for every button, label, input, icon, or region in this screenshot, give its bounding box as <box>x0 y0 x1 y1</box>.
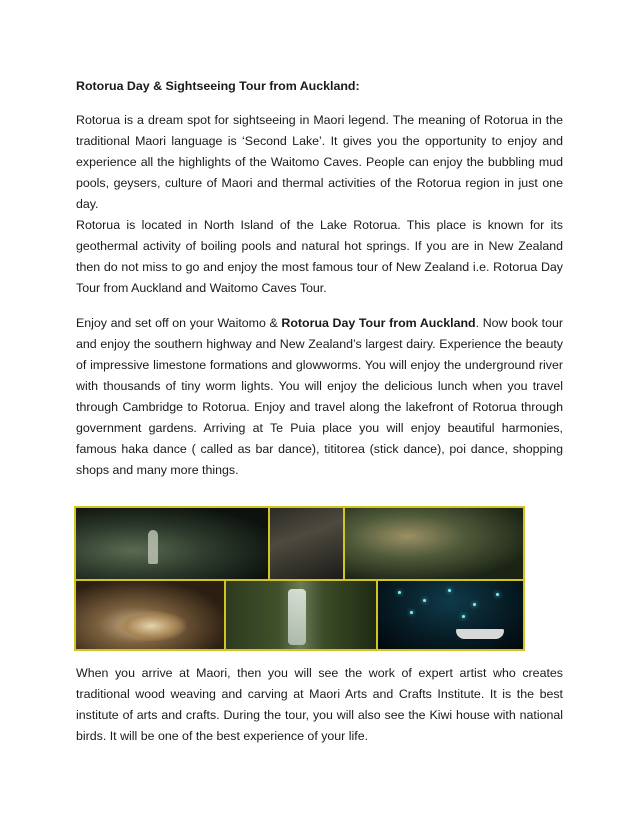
limestone-tunnel-photo <box>76 581 224 649</box>
photo-collage <box>74 506 525 651</box>
rock-crevice-photo <box>270 508 343 579</box>
tour-name-bold: Rotorua Day Tour from Auckland <box>281 316 476 330</box>
tour-text-before: Enjoy and set off on your Waitomo & <box>76 316 282 330</box>
glowworm-light <box>410 611 413 614</box>
glowworm-light <box>448 589 451 592</box>
waterfall-stream <box>288 589 306 645</box>
boat-shape <box>456 629 504 639</box>
forest-cave-photo <box>345 508 523 579</box>
glowworm-light <box>496 593 499 596</box>
cave-explorer-photo <box>76 508 268 579</box>
tunnel-light <box>116 611 186 641</box>
glowworm-light <box>462 615 465 618</box>
explorer-figure <box>148 530 158 564</box>
paragraph-tour <box>76 313 563 481</box>
paragraph-intro: Rotorua is a dream spot for sightseeing in Maori legend. The meaning of Rotorua in the traditional Maori language is ‘Second Lake’. It gives you the opportunity to enjoy and experience all the highlights of the Waitomo Caves. People can enjoy the bubbling mud pools, geysers, culture of Maori and thermal activities of the Rotorua region in just one day. <box>76 113 563 211</box>
glowworm-light <box>398 591 401 594</box>
waterfall-photo <box>226 581 376 649</box>
paragraph-location: Rotorua is located in North Island of the Lake Rotorua. This place is known for its geothermal activity of boiling pools and natural hot springs. If you are in New Zealand then do not miss to go and enjoy the most famous tour of New Zealand i.e. Rotorua Day Tour from Auckland and Waitomo Caves Tour. <box>76 218 563 295</box>
paragraph-arts: When you arrive at Maori, then you will see the work of expert artist who creates traditional wood weaving and carving at Maori Arts and Crafts Institute. It is the best institute of arts and crafts. During the tour, you will also see the Kiwi house with national birds. It will be one of the best experience of your life. <box>76 666 563 743</box>
glowworm-light <box>473 603 476 606</box>
tour-text-after: . Now book tour and enjoy the southern highway and New Zealand’s largest dairy. Experience the beauty of impressive limestone formations and glowworms. You will enjoy the underground river with thousands of tiny worm lights. You will enjoy the delicious lunch when you travel through Cambridge to Rotorua. Enjoy and travel along the lakefront of Rotorua through government gardens. Arriving at Te Puia place you will enjoy beautiful harmonies, famous haka dance ( called as bar dance), tititorea (stick dance), poi dance, shopping shops and many more things. <box>76 316 563 477</box>
glowworm-boat-photo <box>378 581 523 649</box>
document-heading: Rotorua Day & Sightseeing Tour from Auckland: <box>76 79 360 93</box>
glowworm-light <box>423 599 426 602</box>
